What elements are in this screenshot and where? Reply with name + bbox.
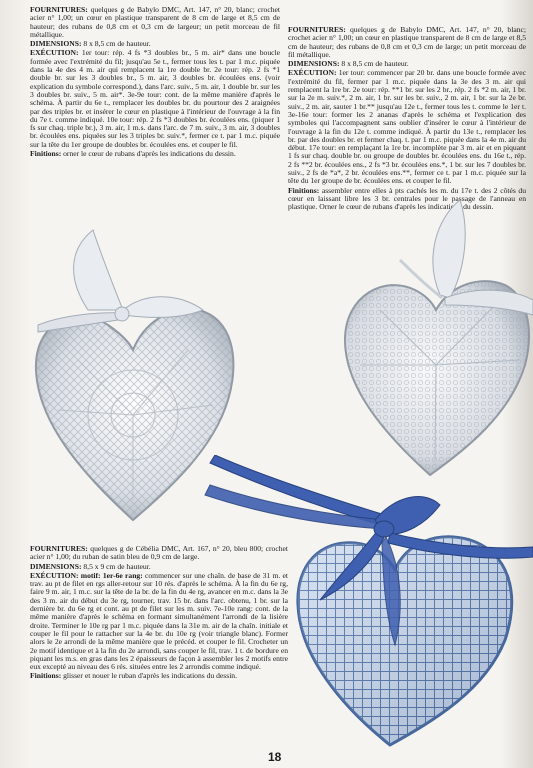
dimensions-label: DIMENSIONS: [30,561,82,571]
ribbon-bow-left [38,230,203,332]
finitions-label: Finitions: [30,149,62,159]
dimensions-paragraph [30,563,288,571]
finitions-label: Finitions: [30,671,62,681]
finitions-paragraph [30,672,288,680]
dimensions-text: 8 x 8,5 cm de hauteur. [339,59,409,69]
finitions-label: Finitions: [288,185,320,195]
fournitures-label: FOURNITURES: [288,26,346,34]
execution-paragraph [30,572,288,672]
dimensions-label: DIMENSIONS: [288,59,340,69]
instructions-heart-1 [30,6,280,202]
page-number: 18 [268,750,282,764]
execution-label: EXÉCUTION: motif: 1er-6e rang: [30,570,143,580]
dimensions-text: 8,5 x 9 cm de hauteur. [81,561,151,571]
dimensions-label: DIMENSIONS: [30,39,82,49]
execution-text: 1er tour: rép. 4 fs *3 doubles br., 5 m. air* dans une boucle formée avec l'extrémité du fil; jusqu'au 5e t., fermer tous les t. par 1 m.c. piquée dans la 4e des 4 m. air qui remplacent la 1re double br. 2e tour: rép. 2 fs *1 double br. sur les 3 doubles br., 5 m. air, 3 doubles br. écoulées ens. (voir explication du symbole correspond.), dans l'arc. suiv., 5 m. air, 1 double br. sur les 3 doubles br. suiv., 5 m. air*. 3e-9e tour: cont. de la même manière d'après le schéma. À partir du 6e t., remplacer les doubles br. du pourtour des 2 araignées par des triples br. et insérer le cœur en plastique à l'intérieur de l'ouvrage à la fin du 7e t. comme indiqué. 10e tour: rép. 2 fs *3 doubles br. écoulées ens. (piquer 1 fs sur chaq. triple br.), 3 m. air, 1 m.s. dans l'arc. de 7 m. suiv., 3 m. air, 3 doubles br. écoulées ens. piquées sur les 3 triples br. suiv.*, fermer ce t. par 1 m.c. piquée sur la tête du 1er groupe de doubles br. écoulées ens. et couper le fil. [30,48,280,149]
finitions-text: glisser et nouer le ruban d'après les indications du dessin. [61,671,238,681]
fournitures-paragraph [30,6,280,39]
finitions-text: assembler entre elles à pts cachés les m. du 17e t. des 2 côtés du cœur en laissant libre les 3 br. centrales pour le passage de l'anneau en plastique. Orner le cœur de rubans d'après les indications du dessin. [288,185,526,212]
execution-label: EXÉCUTION: [30,48,79,58]
execution-text: commencer sur une chaîn. de base de 31 m. et trav. au pt de filet en rgs aller-retour sur 10 rés. d'après le schéma. À la fin du 6e rg, faire 9 m. air, 1 m.c. sur la tête de la br. de la fin du 4e rg, avancer en m.c. dans la 3e des 3 m. air du début du 3e rg, tourner, trav. 15 br. dans l'arc. obtenu, 1 br. sur la dernière br. du 6e rg et cont. au pt de filet sur les m. suiv. 7e-10e rang: cont. de la même manière d'après le schéma en formant simultanément l'arrondi de la lisière droite. Terminer le 10e rg par 1 m.c. piquée dans la 31e m. air de la chaîn. initiale et couper le fil pour le rattacher sur la 4e br. du 10e rg (voir triangle blanc). Former alors le 2e arrondi de la même manière que le précéd. et couper le fil. Crocheter un 2e motif identique et à la fin du 2e arrondi, sans couper le fil, trav. 1 t. de bordure en piquant les m.s. en gras dans les 2 épaisseurs de façon à assembler les 2 motifs entre eux excepté au niveau des 6 rés. situées entre les 2 arrondis comme indiqué. [30,570,288,672]
fournitures-text: quelques g de Cébélia DMC, Art. 167, n° 20, bleu 800; crochet acier n° 1,00; du ruban de satin bleu de 0,9 cm de large. [30,545,288,562]
fournitures-label: FOURNITURES: [30,6,88,14]
execution-label: EXÉCUTION: [288,68,337,78]
execution-paragraph [288,69,526,185]
fournitures-paragraph [30,545,288,562]
fournitures-text: quelques g de Babylo DMC, Art. 147, n° 20, blanc; crochet acier n° 1,00; un cœur en plastique transparent de 8 cm de large et 8,5 cm de hauteur; des rubans de 0,8 cm et 0,3 cm de largeur; un petit morceau de fil métallique. [30,6,280,39]
finitions-text: orner le cœur de rubans d'après les indications du dessin. [61,149,236,159]
execution-text: 1er tour: commencer par 20 br. dans une boucle formée avec l'extrémité du fil, fermer par 1 m.c. piquée dans la 3e des 3 m. air qui remplacent la 1re br. 2e tour: rép. **1 br. sur les 2 br., rép. 2 fs *2 m. air, 1 br. sur la 2e m. suiv.*, 2 m. air, 1 br. sur les br. suiv., 2 m. air, 1 br. sur la 2e br. suiv., 2 m. air, sauter 1 br.** jusqu'au 12e t., fermer tous les t. comme le 1er t. 3e-16e tour: former les 2 ananas d'après le schéma et l'explication des symboles qui l'accompagnent sans oublier d'insérer le cœur à l'intérieur de l'ouvrage à la fin du 12e t. comme indiqué. À partir du 13e t., remplacer les br. par des doubles br. et fermer chaq. t. par 1 m.c. piquée dans la 4e m. air du début. 17e tour: en remplaçant la 1re br. incomplète par 3 m. air et en piquant 1 fs sur chaq. double br. ou groupe de doubles br. écoulées ens. du 16e t., rép. 2 fs **2 br. écoulées ens., 2 fs *3 br. écoulées ens.*, 1 br. sur les 7 doubles br. suiv., 2 fs de *a*, 2 br. écoulées ens.**, fermer ce t. par 1 m.c. piquée sur la tête du 1er groupe de br. écoulées ens. et couper le fil. [288,68,526,186]
fournitures-paragraph [288,26,526,59]
finitions-paragraph [30,150,280,158]
fournitures-label: FOURNITURES: [30,545,88,553]
instructions-heart-3 [30,545,288,727]
execution-paragraph [30,49,280,149]
dimensions-text: 8 x 8,5 cm de hauteur. [81,39,151,49]
white-lace-heart-photo-right [340,190,533,490]
fournitures-text: quelques g de Babylo DMC, Art. 147, n° 20, blanc; crochet acier n° 1,00; un cœur en plastique transparent de 8 cm de large et 8,5 cm de hauteur; des rubans de 0,8 cm et 0,3 cm de large; un petit morceau de fil métallique. [288,26,526,59]
